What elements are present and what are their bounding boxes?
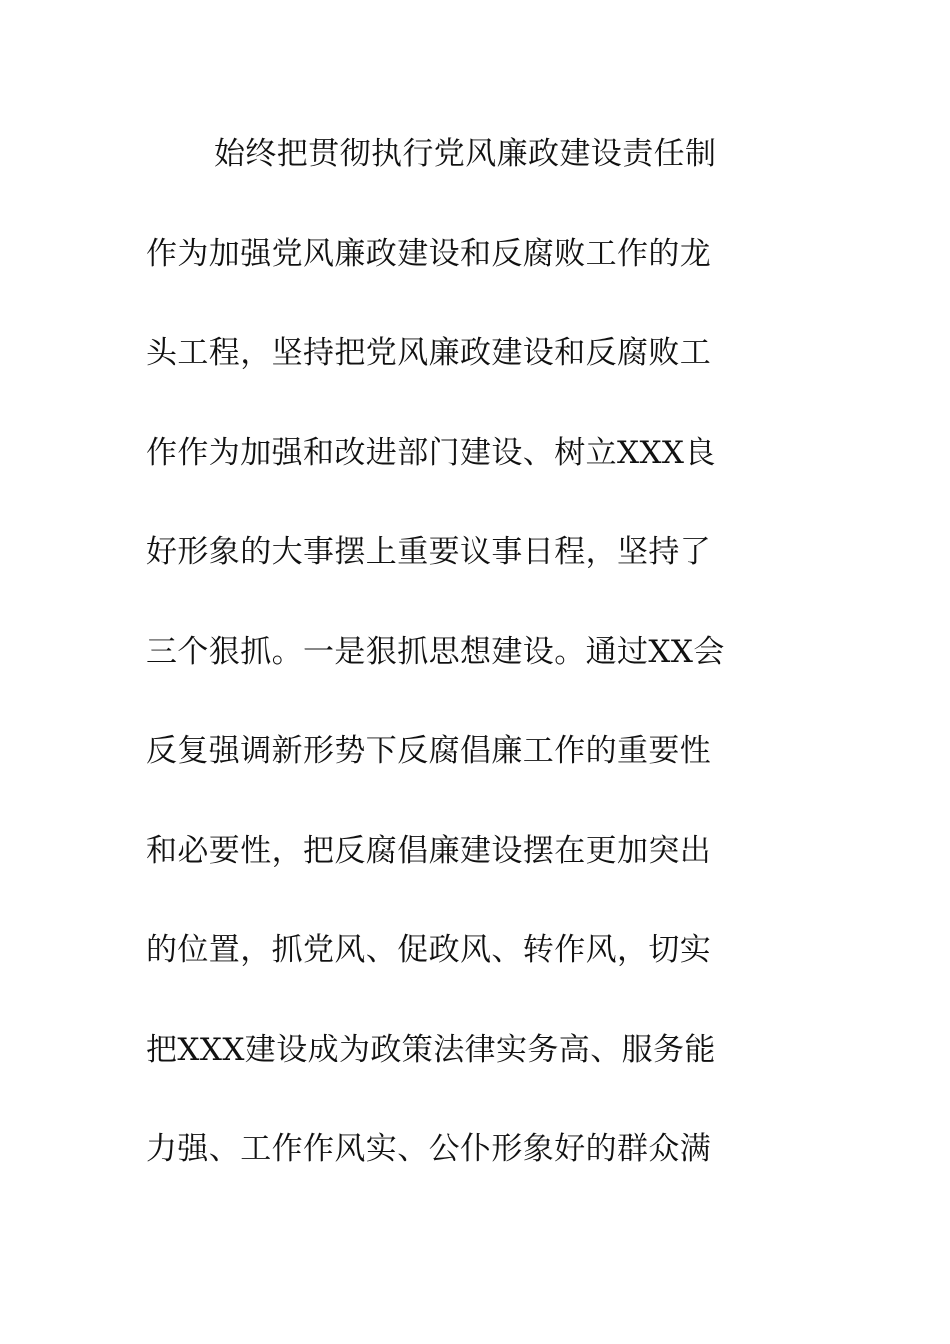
body-paragraph: [146, 122, 806, 1217]
text-line: 反复强调新形势下反腐倡廉工作的重要性: [146, 733, 712, 769]
text-line: 三个狠抓。一是狠抓思想建设。通过XX会: [146, 633, 725, 670]
text-line: 作作为加强和改进部门建设、树立XXX良: [146, 434, 716, 471]
text-line: 头工程，坚持把党风廉政建设和反腐败工: [146, 335, 712, 371]
text-line: 好形象的大事摆上重要议事日程，坚持了: [146, 534, 712, 570]
text-line: 把XXX建设成为政策法律实务高、服务能: [146, 1031, 716, 1068]
text-line: 始终把贯彻执行党风廉政建设责任制: [214, 136, 717, 172]
text-line: 力强、工作作风实、公仆形象好的群众满: [146, 1131, 712, 1167]
text-line: 和必要性，把反腐倡廉建设摆在更加突出: [146, 832, 712, 869]
text-line: 作为加强党风廉政建设和反腐败工作的龙: [146, 235, 712, 272]
text-line: 的位置，抓党风、促政风、转作风，切实: [146, 932, 712, 968]
